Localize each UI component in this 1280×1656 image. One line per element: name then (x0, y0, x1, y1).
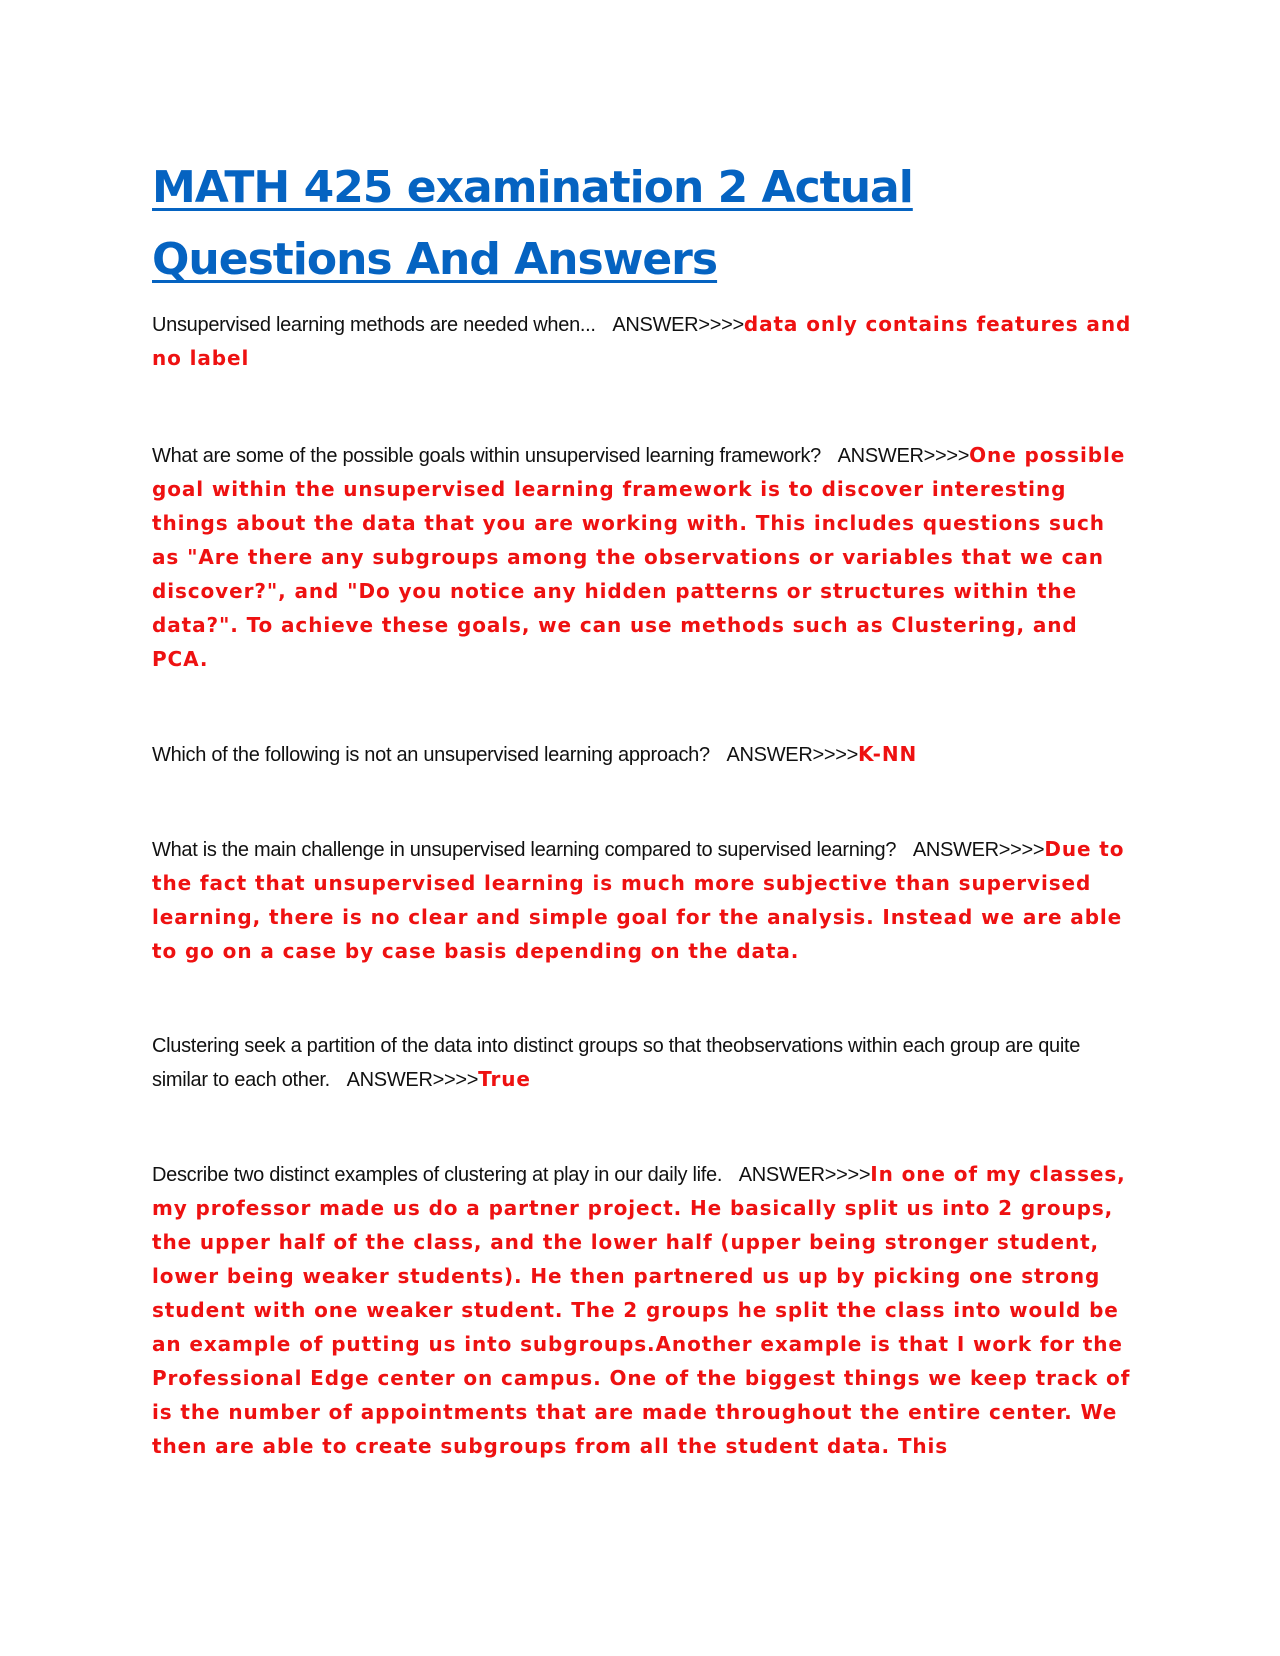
qa-item (152, 1158, 1132, 1464)
answer-text: True (478, 1067, 531, 1091)
qa-item (152, 833, 1132, 969)
question-text: What are some of the possible goals within unsupervised learning framework? (152, 445, 821, 467)
qa-item (152, 308, 1132, 376)
answer-marker: ANSWER>>>> (346, 1069, 479, 1091)
question-text: Which of the following is not an unsupervised learning approach? (152, 744, 710, 766)
answer-marker: ANSWER>>>> (837, 445, 970, 467)
qa-item (152, 439, 1132, 677)
question-text: Clustering seek a partition of the data into distinct groups so that theobservations within each group are quite similar to each other. (152, 1035, 1081, 1091)
answer-text: data only contains features and no label (152, 312, 1132, 370)
qa-item (152, 738, 1132, 772)
question-text: What is the main challenge in unsupervised learning compared to supervised learning? (152, 839, 897, 861)
document-title[interactable]: MATH 425 examination 2 Actual Questions And Answers (152, 162, 913, 285)
answer-text: K-NN (858, 742, 918, 766)
question-text: Describe two distinct examples of clustering at play in our daily life. (152, 1164, 723, 1186)
question-text: Unsupervised learning methods are needed when... (152, 314, 596, 336)
answer-marker: ANSWER>>>> (738, 1164, 871, 1186)
answer-marker: ANSWER>>>> (612, 314, 744, 336)
qa-item (152, 1030, 1132, 1097)
answer-text: In one of my classes, my professor made us do a partner project. He basically split us into 2 groups, the upper half of the class, and the lower half (upper being stronger student, lower being weaker students). He then partnered us up by picking one strong student with one weaker student. The 2 groups he split the class into would be an example of putting us into subgroups.Another example is that I work for the Professional Edge center on campus. One of the biggest things we keep track of is the number of appointments that are made throughout the entire center. We then are able to create subgroups from all the student data. This (152, 1162, 1131, 1458)
document-body (152, 152, 1132, 1464)
answer-marker: ANSWER>>>> (912, 839, 1045, 861)
answer-text: One possible goal within the unsupervised learning framework is to discover interesting things about the data that you are working with. This includes questions such as "Are there any subgroups among the observations or variables that we can discover?", and "Do you notice any hidden patterns or structures within the data?". To achieve these goals, we can use methods such as Clustering, and PCA. (152, 443, 1126, 671)
answer-marker: ANSWER>>>> (726, 744, 859, 766)
answer-text: Due to the fact that unsupervised learning is much more subjective than supervised learning, there is no clear and simple goal for the analysis. Instead we are able to go on a case by case basis depending on the data. (152, 837, 1125, 963)
qa-list (152, 308, 1132, 1464)
